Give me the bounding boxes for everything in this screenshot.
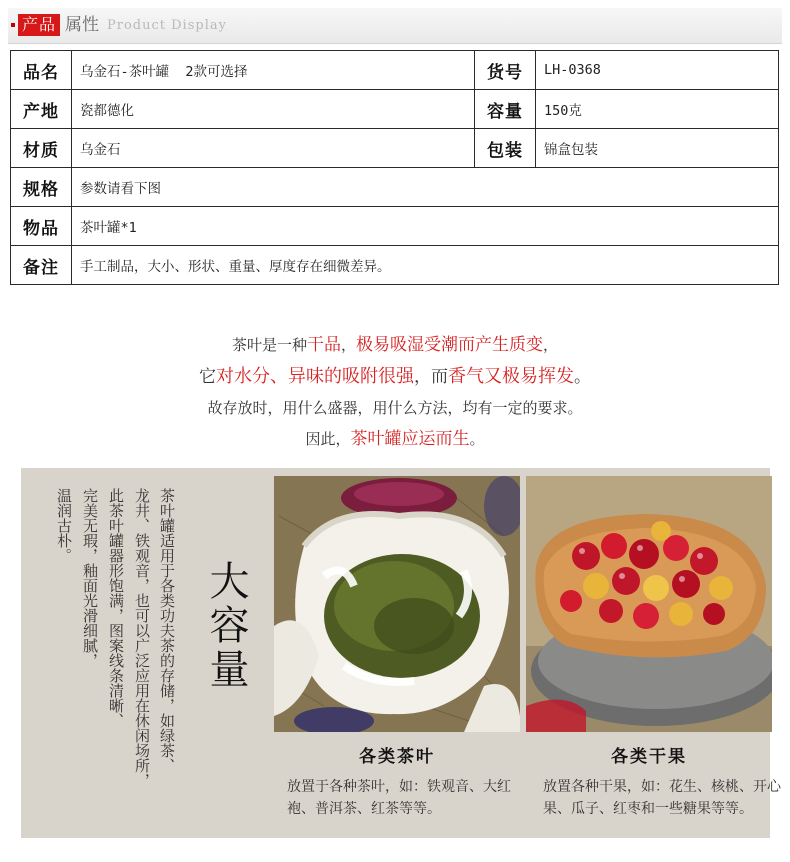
spec-label: 产地 — [11, 90, 72, 129]
spec-value: 瓷都德化 — [72, 90, 475, 129]
intro-text-segment: 茶叶是一种 — [231, 336, 307, 354]
intro-highlight: 对水分、异味的吸附很强 — [216, 366, 414, 387]
feature-description-column: 完美无瑕，釉面光滑细腻， — [81, 488, 99, 668]
bullet-icon — [11, 23, 15, 27]
intro-text-segment: 。 — [469, 430, 485, 448]
table-row — [11, 129, 779, 168]
header-tag: 产品 — [18, 14, 60, 36]
spec-value: LH-0368 — [536, 51, 779, 90]
intro-text-segment: ， — [340, 336, 356, 354]
tea-leaves-photo — [274, 476, 520, 732]
fruit-card-title: 各类干果 — [611, 747, 687, 767]
intro-text-segment: 它 — [199, 367, 216, 387]
feature-description-column: 温润古朴。 — [55, 488, 73, 563]
spec-value: 锦盒包装 — [536, 129, 779, 168]
spec-value: 茶叶罐*1 — [72, 207, 779, 246]
intro-highlight: 茶叶罐应运而生 — [350, 429, 470, 449]
spec-value: 参数请看下图 — [72, 168, 779, 207]
fruit-card-text: 放置各种干果，如：花生、核桃、开心果、瓜子、红枣和一些糖果等等。 — [543, 779, 781, 817]
feature-description-column: 此茶叶罐器形饱满，图案线条清晰、 — [107, 488, 125, 728]
intro-text-segment: ， — [543, 336, 559, 354]
spec-table — [10, 50, 779, 285]
intro-highlight: 极易吸湿受潮而产生质变 — [356, 335, 543, 355]
intro-text — [0, 330, 790, 455]
intro-line — [0, 424, 790, 455]
intro-text-segment: 因此， — [305, 430, 351, 448]
feature-description-column: 茶叶罐适用于各类功夫茶的存储，如绿茶、 — [158, 488, 176, 773]
intro-line: 故存放时，用什么盛器，用什么方法，均有一定的要求。 — [207, 399, 583, 417]
spec-label: 品名 — [11, 51, 72, 90]
spec-label: 材质 — [11, 129, 72, 168]
spec-value: 乌金石-茶叶罐 2款可选择 — [72, 51, 475, 90]
spec-label: 备注 — [11, 246, 72, 285]
intro-highlight: 香气又极易挥发 — [448, 366, 574, 387]
table-row — [11, 90, 779, 129]
tea-card-text: 放置于各种茶叶，如：铁观音、大红袍、普洱茶、红茶等等。 — [287, 779, 511, 817]
spec-label: 包装 — [475, 129, 536, 168]
feature-title: 大容量 — [203, 560, 249, 692]
tea-card-title: 各类茶叶 — [359, 747, 435, 767]
intro-text-segment: ，而 — [414, 367, 448, 387]
spec-value: 手工制品，大小、形状、重量、厚度存在细微差异。 — [72, 246, 779, 285]
table-row — [11, 168, 779, 207]
intro-highlight: 干品 — [306, 335, 341, 355]
table-row — [11, 246, 779, 285]
spec-value: 乌金石 — [72, 129, 475, 168]
feature-description-column: 龙井、铁观音，也可以广泛应用在休闲场所， — [133, 488, 151, 788]
header-subtitle: Product Display — [107, 18, 227, 33]
intro-text-segment: 。 — [574, 367, 591, 387]
feature-panel — [21, 468, 781, 838]
header-title: 属性 — [65, 15, 99, 35]
table-row — [11, 51, 779, 90]
spec-label: 容量 — [475, 90, 536, 129]
dried-fruit-photo — [526, 476, 772, 732]
spec-label: 规格 — [11, 168, 72, 207]
intro-line — [0, 361, 790, 393]
table-row — [11, 207, 779, 246]
intro-line — [0, 330, 790, 361]
section-header — [0, 0, 790, 46]
spec-value: 150克 — [536, 90, 779, 129]
spec-label: 货号 — [475, 51, 536, 90]
spec-label: 物品 — [11, 207, 72, 246]
